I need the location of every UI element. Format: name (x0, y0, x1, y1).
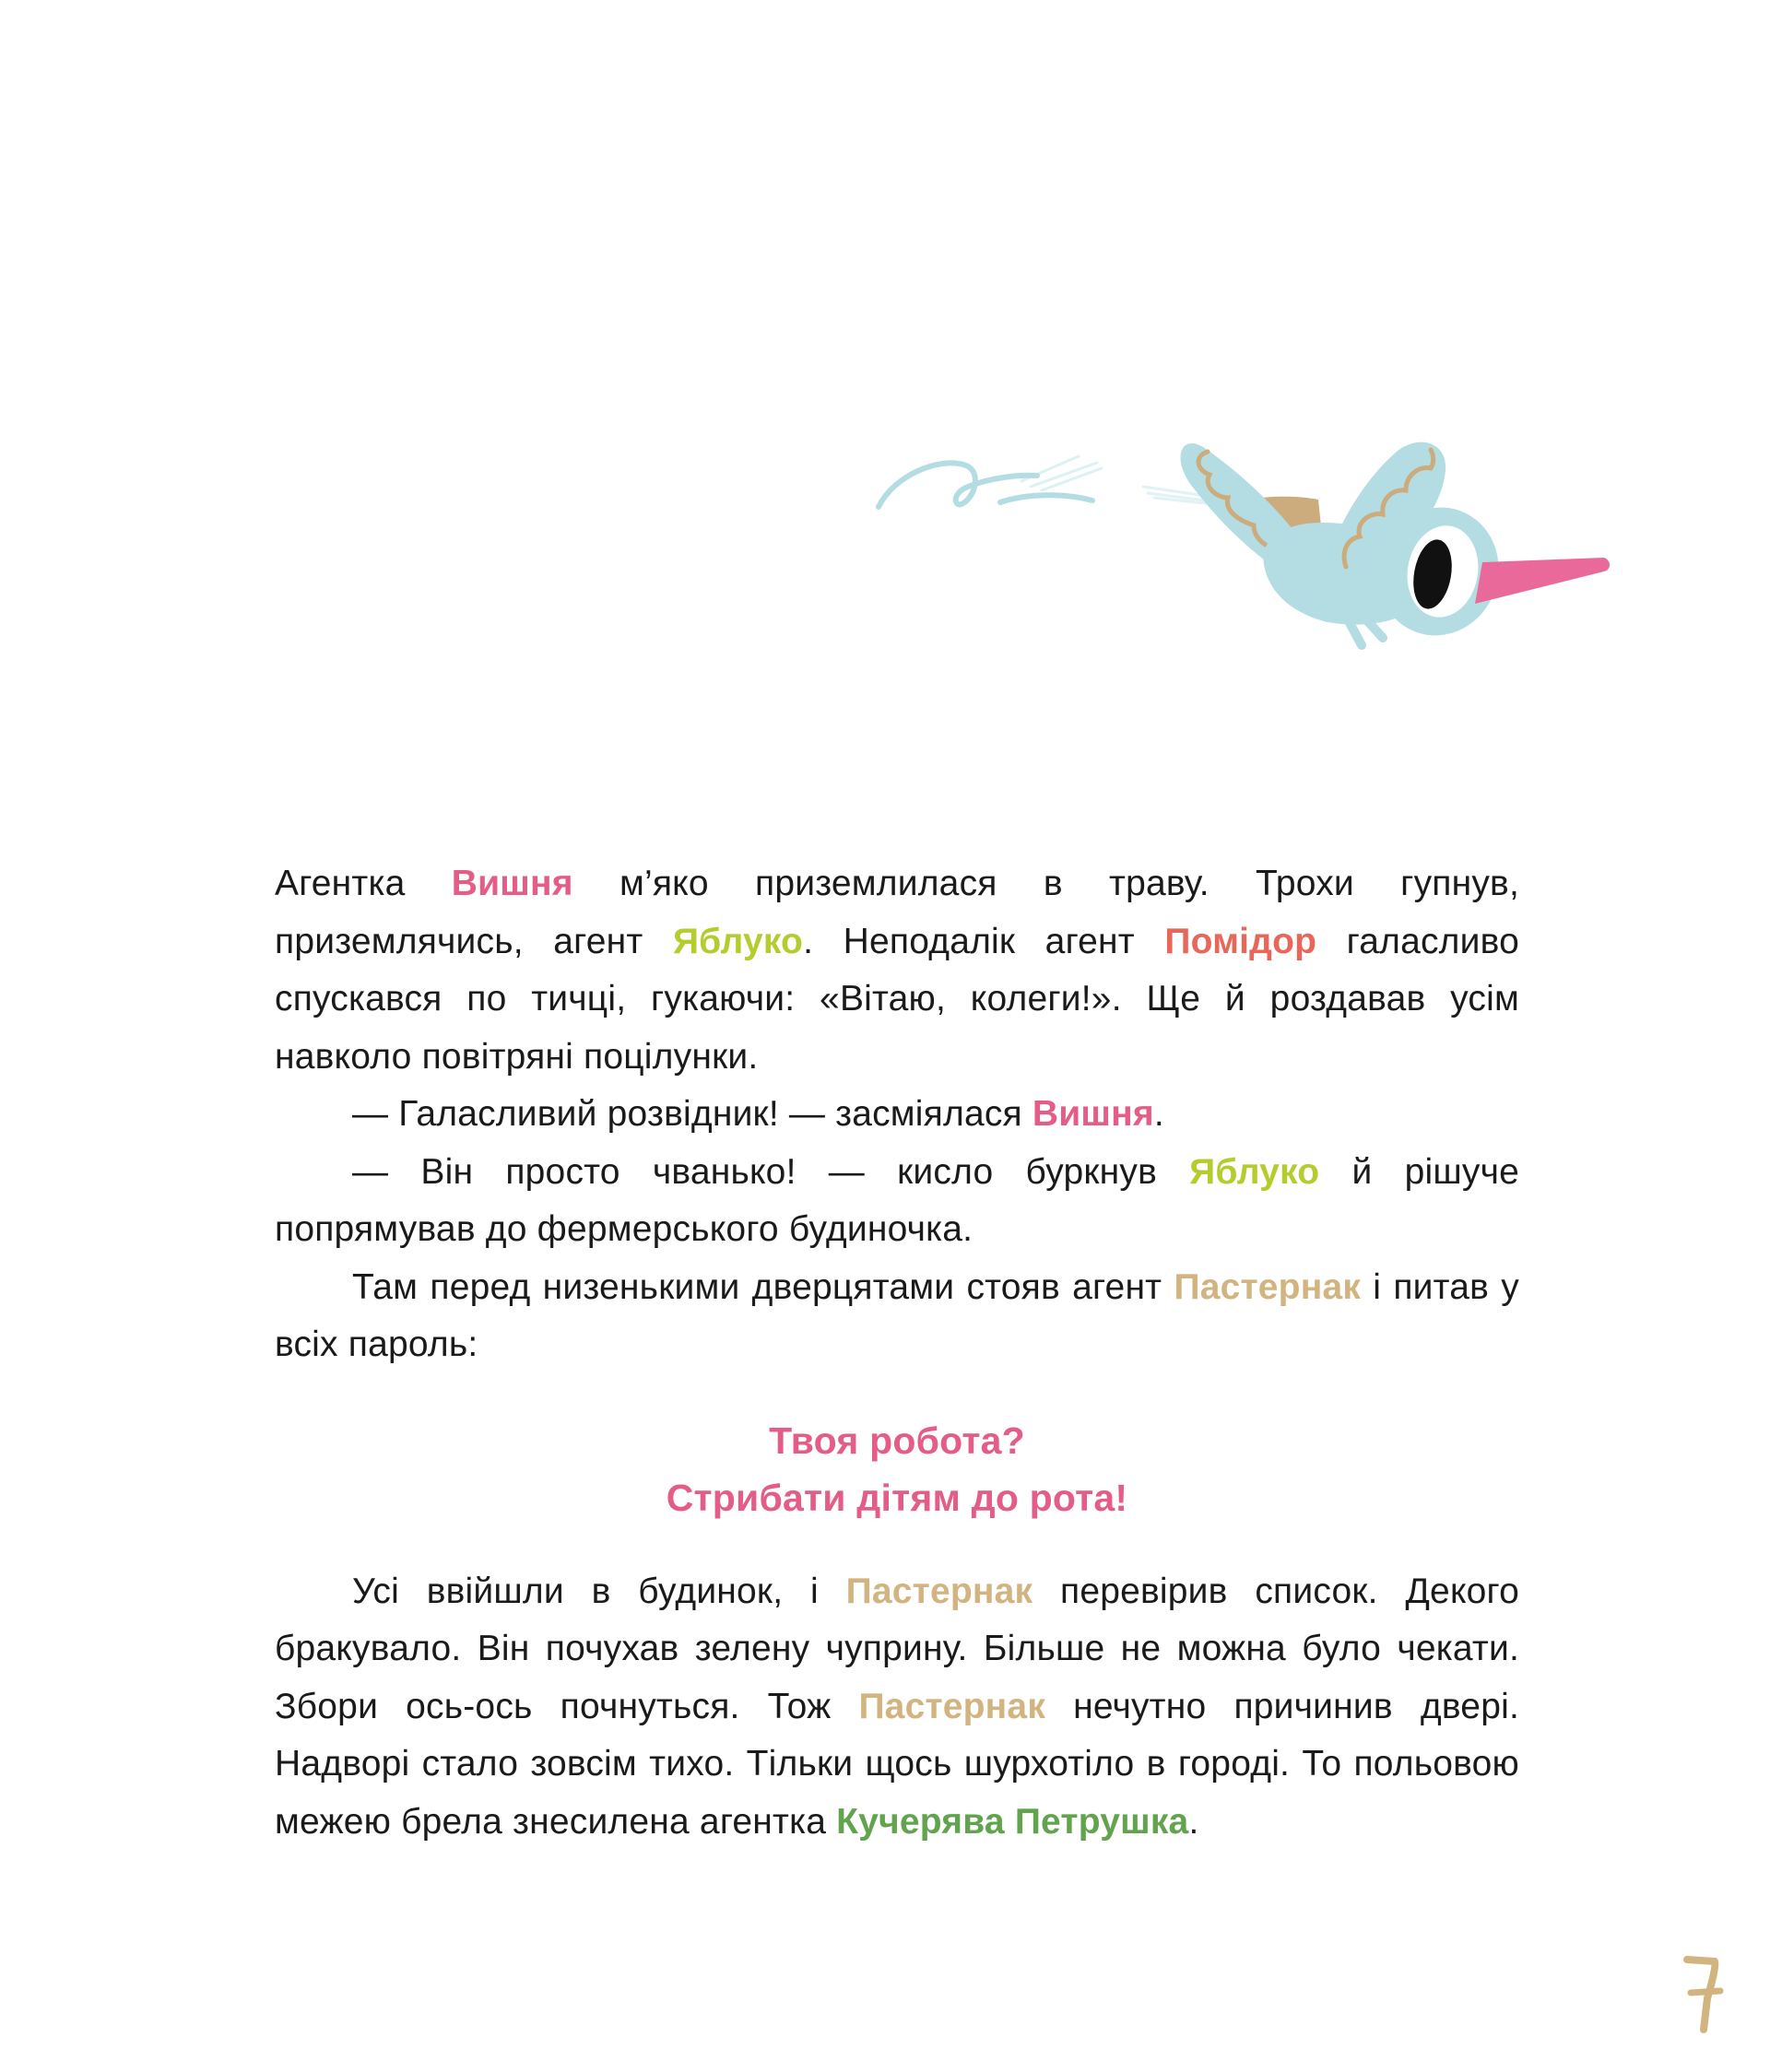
agent-name-vyshnia: Вишня (451, 864, 573, 903)
password-rhyme (275, 1412, 1519, 1526)
rhyme-line-1: Твоя робота? (769, 1419, 1025, 1462)
story-text (275, 855, 1519, 1851)
agent-name-pomidor: Помідор (1164, 921, 1317, 961)
flying-bird-illustration (867, 424, 1659, 682)
agent-name-pasternak: Пастернак (858, 1686, 1046, 1726)
agent-name-kucheriava-petrushka: Кучерява Петрушка (836, 1801, 1189, 1842)
agent-name-vyshnia: Вишня (1032, 1094, 1154, 1134)
agent-name-pasternak: Пастернак (1174, 1266, 1362, 1307)
rhyme-line-2: Стрибати дітям до рота! (666, 1476, 1128, 1519)
paragraph-4: Там перед низенькими дверцятами стояв агент Пастернак і питав у всіх пароль: (275, 1266, 1519, 1364)
flying-bird-icon (867, 424, 1659, 682)
paragraph-5: Усі ввійшли в будинок, і Пастернак перевірив список. Декого бракувало. Він почухав зелену чуприну. Більше не можна було чекати. Збори ось-ось почнуться. Тож Пастернак нечутно причинив двері. Надворі стало зовсім тихо. Тільки щось шурхотіло в городі. То польовою межею брела знесилена агентка Кучерява Петрушка. (275, 1571, 1519, 1842)
paragraph-3: — Він просто чванько! — кисло буркнув Яблуко й рішуче попрямував до фермерського будиночка. (275, 1151, 1519, 1249)
agent-name-yabluko: Яблуко (1189, 1151, 1320, 1192)
page-number (1680, 1952, 1726, 2035)
page-number-seven-glyph (1680, 1952, 1726, 2035)
agent-name-pasternak: Пастернак (845, 1571, 1033, 1611)
paragraph-2: — Галасливий розвідник! — засміялася Вишня. (352, 1094, 1164, 1134)
agent-name-yabluko: Яблуко (672, 921, 804, 961)
paragraph-1: Агентка Вишня м’яко приземлилася в траву. Трохи гупнув, приземлячись, агент Яблуко. Неподалік агент Помідор галасливо спускався по тичці, гукаючи: «Вітаю, колеги!». Ще й роздавав усім навколо повітряні поцілунки. (275, 864, 1519, 1077)
